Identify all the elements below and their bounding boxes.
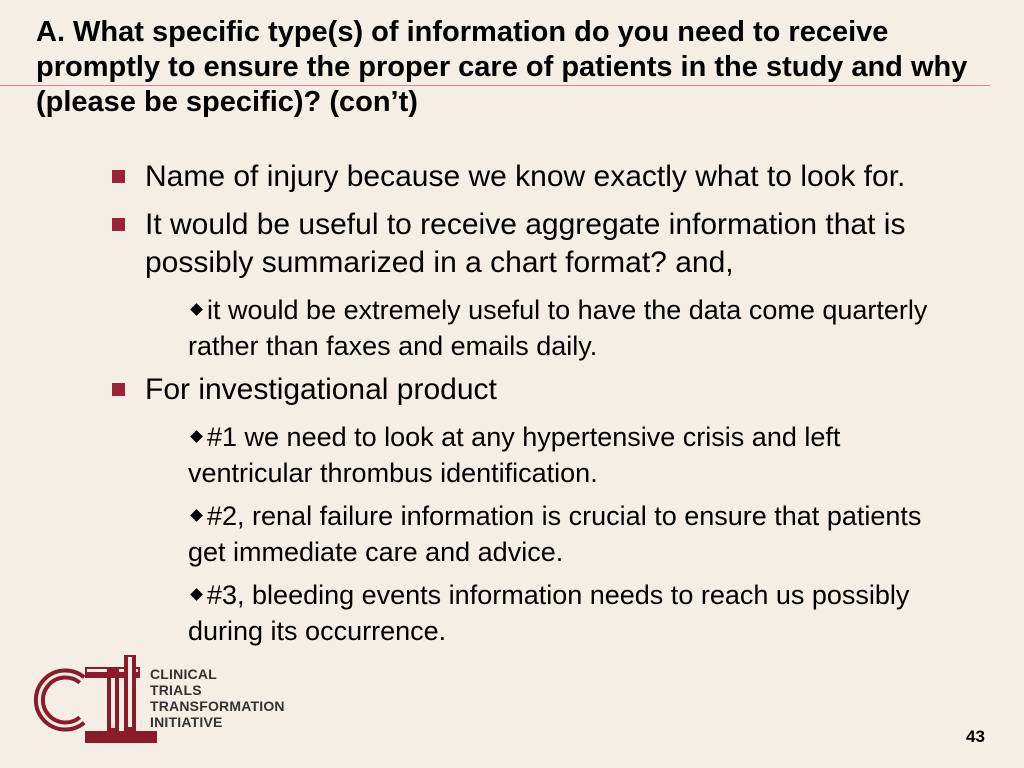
sub-bullet-text: #2, renal failure information is crucial to ensure that patients get immediate care and advice. <box>188 501 922 567</box>
square-bullet-icon <box>112 383 125 396</box>
sub-bullet-item <box>188 577 940 649</box>
slide-title: A. What specific type(s) of information do you need to receive promptly to ensure the proper care of patients in the study and why (please be specific)? (con’t) <box>36 16 968 118</box>
sub-bullet-text: #3, bleeding events information needs to reach us possibly during its occurrence. <box>188 580 910 646</box>
square-bullet-icon <box>112 170 125 183</box>
bullet-item <box>110 371 940 409</box>
logo-text <box>150 666 285 730</box>
bullet-text: For investigational product <box>145 373 497 406</box>
diamond-bullet-icon <box>190 588 203 601</box>
bullet-text: It would be useful to receive aggregate information that is possibly summarized in a chart format? and, <box>145 208 906 279</box>
diamond-bullet-icon <box>190 303 203 316</box>
logo-line: TRIALS <box>150 682 202 698</box>
bullet-item <box>110 206 940 282</box>
square-bullet-icon <box>112 218 125 231</box>
sub-bullet-item <box>188 292 940 364</box>
title-divider <box>0 85 990 86</box>
logo-line: CLINICAL <box>150 666 217 682</box>
bullet-list <box>110 158 940 656</box>
logo-line: INITIATIVE <box>150 714 223 730</box>
diamond-bullet-icon <box>190 509 203 522</box>
sub-bullet-text: #1 we need to look at any hypertensive crisis and left ventricular thrombus identification. <box>188 422 841 488</box>
page-number: 43 <box>966 727 985 746</box>
sub-bullet-item <box>188 498 940 570</box>
diamond-bullet-icon <box>190 430 203 443</box>
bullet-text: Name of injury because we know exactly what to look for. <box>145 160 906 193</box>
sub-bullet-text: it would be extremely useful to have the data come quarterly rather than faxes and emails daily. <box>188 295 928 361</box>
sub-bullet-item <box>188 419 940 491</box>
logo-line: TRANSFORMATION <box>150 698 285 714</box>
bullet-item <box>110 158 940 196</box>
